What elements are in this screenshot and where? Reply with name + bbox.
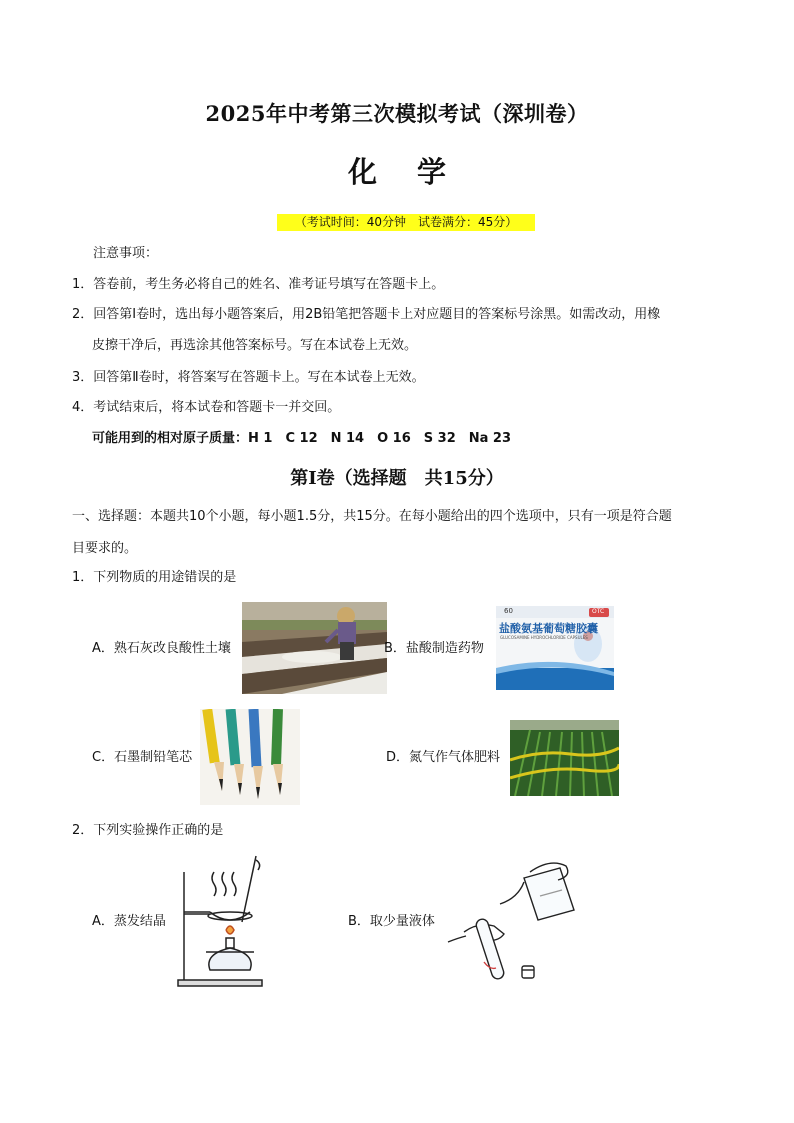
farmer-field-photo	[242, 602, 387, 694]
section-intro: 一、选择题：本题共10个小题，每小题1.5分，共15分。在每小题给出的四个选项中，只有一项是符合题	[72, 509, 672, 524]
notes-heading: 注意事项：	[93, 246, 159, 261]
q1-option-d: D．氮气作气体肥料	[386, 750, 501, 765]
atomic-masses: 可能用到的相对原子质量：H 1 C 12 N 14 O 16 S 32 Na 23	[92, 431, 512, 446]
exam-title: 2025年中考第三次模拟考试（深圳卷）	[205, 101, 589, 126]
note-item-1: 1．答卷前，考生务必将自己的姓名、准考证号填写在答题卡上。	[72, 277, 445, 292]
note-item-3: 3．回答第Ⅱ卷时，将答案写在答题卡上。写在本试卷上无效。	[72, 370, 425, 385]
pencils-photo	[200, 709, 300, 805]
question-2-stem: 2．下列实验操作正确的是	[72, 823, 224, 838]
medicine-box-english: GLUCOSAMINE HYDROCHLORIDE CAPSULES	[500, 635, 588, 640]
note-item-2-cont: 皮擦干净后，再选涂其他答案标号。写在本试卷上无效。	[92, 338, 418, 353]
evaporation-apparatus-diagram	[170, 852, 270, 988]
section-title: 第Ⅰ卷（选择题 共15分）	[290, 468, 504, 489]
q1-option-a: A．熟石灰改良酸性土壤	[92, 641, 231, 656]
medicine-box-photo	[496, 606, 614, 690]
section-intro-cont: 目要求的。	[72, 541, 138, 556]
subject-title: 化 学	[347, 155, 447, 189]
q2-option-a: A．蒸发结晶	[92, 914, 166, 929]
medicine-box-count: 60	[504, 607, 513, 615]
question-1-stem: 1．下列物质的用途错误的是	[72, 570, 237, 585]
otc-label: OTC	[592, 608, 605, 615]
q1-option-c: C．石墨制铅笔芯	[92, 750, 193, 765]
liquid-transfer-diagram	[444, 856, 586, 984]
q2-option-b: B．取少量液体	[348, 914, 435, 929]
q1-option-b: B．盐酸制造药物	[384, 641, 484, 656]
medicine-box-name: 盐酸氨基葡萄糖胶囊	[499, 622, 598, 635]
note-item-4: 4．考试结束后，将本试卷和答题卡一并交回。	[72, 400, 341, 415]
exam-time-info: （考试时间：40分钟 试卷满分：45分）	[277, 214, 535, 231]
note-item-2: 2．回答第Ⅰ卷时，选出每小题答案后，用2B铅笔把答题卡上对应题目的答案标号涂黑。如需改动，用橡	[72, 307, 661, 322]
greenhouse-crop-photo	[510, 720, 619, 796]
